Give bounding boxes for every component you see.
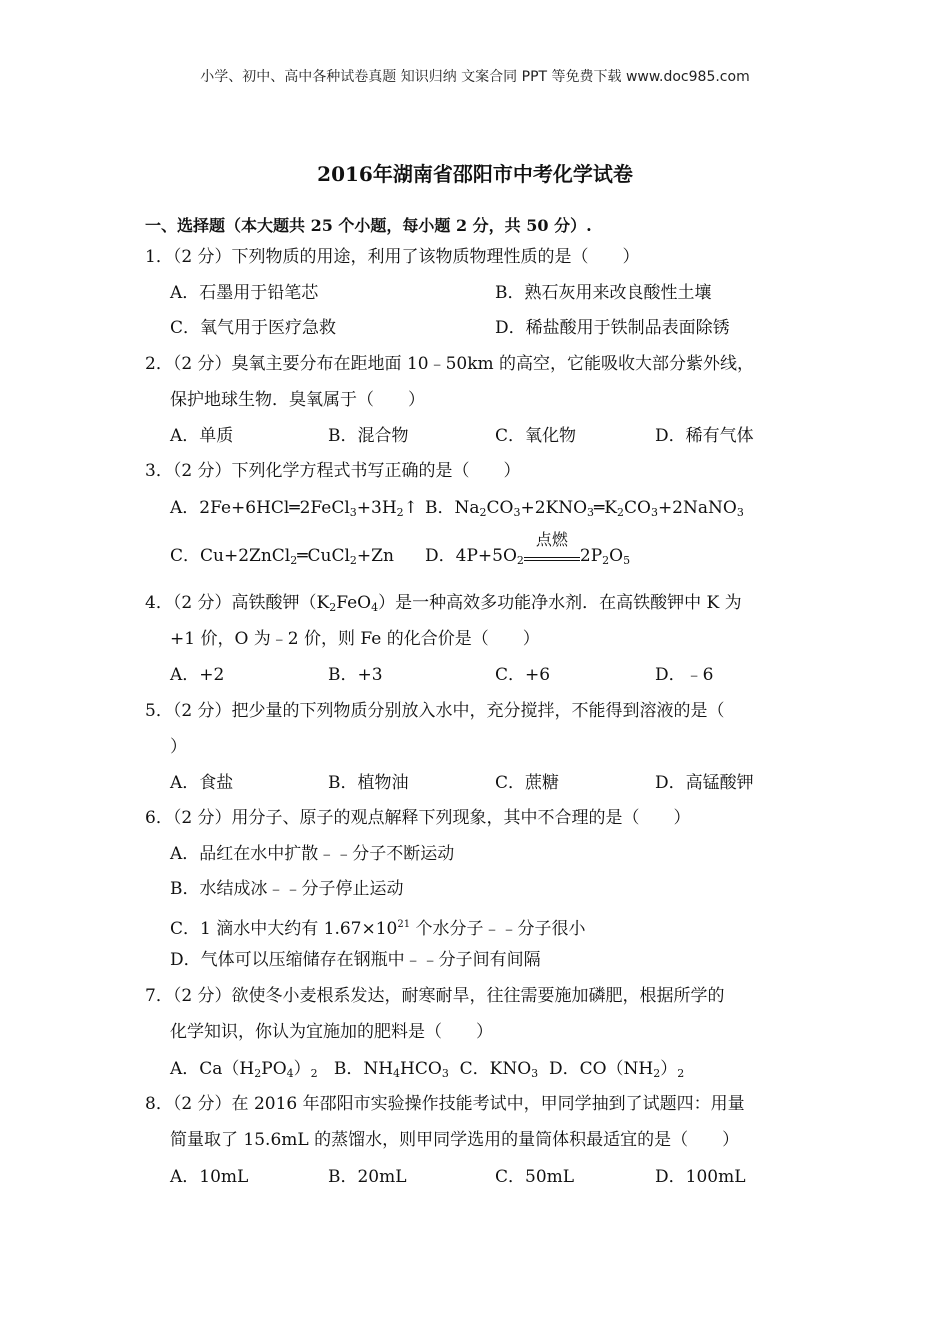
q3-option-a: A．$2Fe+6HCl═2FeCl_3+3H_2↑$ xyxy=(170,498,418,519)
reaction-condition-label: 点燃 xyxy=(535,530,568,549)
q8-option-d: D．100mL xyxy=(655,1167,746,1187)
question-5-stem-line1: 5．（2 分）把少量的下列物质分别放入水中，充分搅拌，不能得到溶液的是（ xyxy=(145,701,725,721)
q3-option-c-label: C． xyxy=(170,546,201,566)
q5-option-a: A．食盐 xyxy=(170,773,234,793)
q5-option-b: B．植物油 xyxy=(328,773,409,793)
q2-option-d: D．稀有气体 xyxy=(655,426,754,446)
q3-option-b-label: B． xyxy=(425,498,455,518)
q6-option-b: B．水结成冰﹣﹣分子停止运动 xyxy=(170,879,404,899)
reaction-condition xyxy=(524,530,580,561)
question-8-stem-line1: 8．（2 分）在 2016 年邵阳市实验操作技能考试中，甲同学抽到了试题四：用量 xyxy=(145,1094,745,1114)
question-7-stem-line2: 化学知识，你认为宜施加的肥料是（ ） xyxy=(170,1022,493,1042)
q3-option-a-label: A． xyxy=(170,498,200,518)
q6-option-d: D．气体可以压缩储存在钢瓶中﹣﹣分子间有间隔 xyxy=(170,950,541,970)
question-5-stem-line2: ） xyxy=(170,737,187,757)
q2-option-b: B．混合物 xyxy=(328,426,409,446)
q5-option-d: D．高锰酸钾 xyxy=(655,773,754,793)
q3-option-d: D．$4P+5O_2$ 点燃 $2P_2O_5$ xyxy=(425,530,631,567)
question-4-stem-line2: +1 价，O 为﹣2 价，则 Fe 的化合价是（ ） xyxy=(170,629,540,649)
q8-option-b: B．20mL xyxy=(328,1167,407,1187)
q8-option-a: A．10mL xyxy=(170,1167,249,1187)
question-2-stem-line2: 保护地球生物．臭氧属于（ ） xyxy=(170,390,425,410)
q3-option-b: B．$Na_2CO_3+2KNO_3═K_2CO_3+2NaNO_3$ xyxy=(425,498,744,519)
question-6-stem: 6．（2 分）用分子、原子的观点解释下列现象，其中不合理的是（ ） xyxy=(145,808,691,828)
question-2-stem-line1: 2．（2 分）臭氧主要分布在距地面 10﹣50km 的高空，它能吸收大部分紫外线， xyxy=(145,354,755,374)
q4-option-a: A．+2 xyxy=(170,665,225,685)
section-heading: 一、选择题（本大题共 25 个小题，每小题 2 分，共 50 分）. xyxy=(145,216,592,235)
q8-option-c: C．50mL xyxy=(495,1167,575,1187)
q7-options: A．$Ca(H_2PO_4)_2$ B．$NH_4HCO_3$ C．$KNO_3$ D．$CO(NH_2)_2$ xyxy=(170,1059,685,1080)
question-3-stem: 3．（2 分）下列化学方程式书写正确的是（ ） xyxy=(145,461,521,481)
q2-option-a: A．单质 xyxy=(170,426,234,446)
q2-option-c: C．氧化物 xyxy=(495,426,577,446)
q3-option-c: C．Cu+2ZnCl$_2$═CuCl$_2$+Zn xyxy=(170,546,394,567)
question-1-stem: 1．（2 分）下列物质的用途，利用了该物质物理性质的是（ ） xyxy=(145,247,640,267)
q1-option-a: A．石墨用于铅笔芯 xyxy=(170,283,319,303)
question-7-stem-line1: 7．（2 分）欲使冬小麦根系发达，耐寒耐旱，往往需要施加磷肥，根据所学的 xyxy=(145,986,725,1006)
q4-option-d: D．﹣6 xyxy=(655,665,714,685)
q1-option-d: D．稀盐酸用于铁制品表面除锈 xyxy=(495,318,730,338)
q3-option-d-label: D． xyxy=(425,546,456,566)
q4-option-b: B．+3 xyxy=(328,665,383,685)
q5-option-c: C．蔗糖 xyxy=(495,773,560,793)
q6-option-c: C．1 滴水中大约有 $1.67\times 10^{21}$ 个水分子﹣﹣分子很小 xyxy=(170,919,586,939)
question-4-stem-line1: 4．（2 分）高铁酸钾$(K_2FeO_4)$是一种高效多功能净水剂．在高铁酸钾中 K 为 xyxy=(145,593,742,614)
question-8-stem-line2: 简量取了 15.6mL 的蒸馏水，则甲同学选用的量筒体积最适宜的是（ ） xyxy=(170,1130,740,1150)
page-header: 小学、初中、高中各种试卷真题 知识归纳 文案合同 PPT 等免费下载 www.doc985.com xyxy=(200,69,750,85)
q1-option-b: B．熟石灰用来改良酸性土壤 xyxy=(495,283,712,303)
q6-option-a: A．品红在水中扩散﹣﹣分子不断运动 xyxy=(170,844,455,864)
page-title: 2016年湖南省邵阳市中考化学试卷 xyxy=(317,162,633,186)
q4-option-c: C．+6 xyxy=(495,665,551,685)
q1-option-c: C．氧气用于医疗急救 xyxy=(170,318,337,338)
